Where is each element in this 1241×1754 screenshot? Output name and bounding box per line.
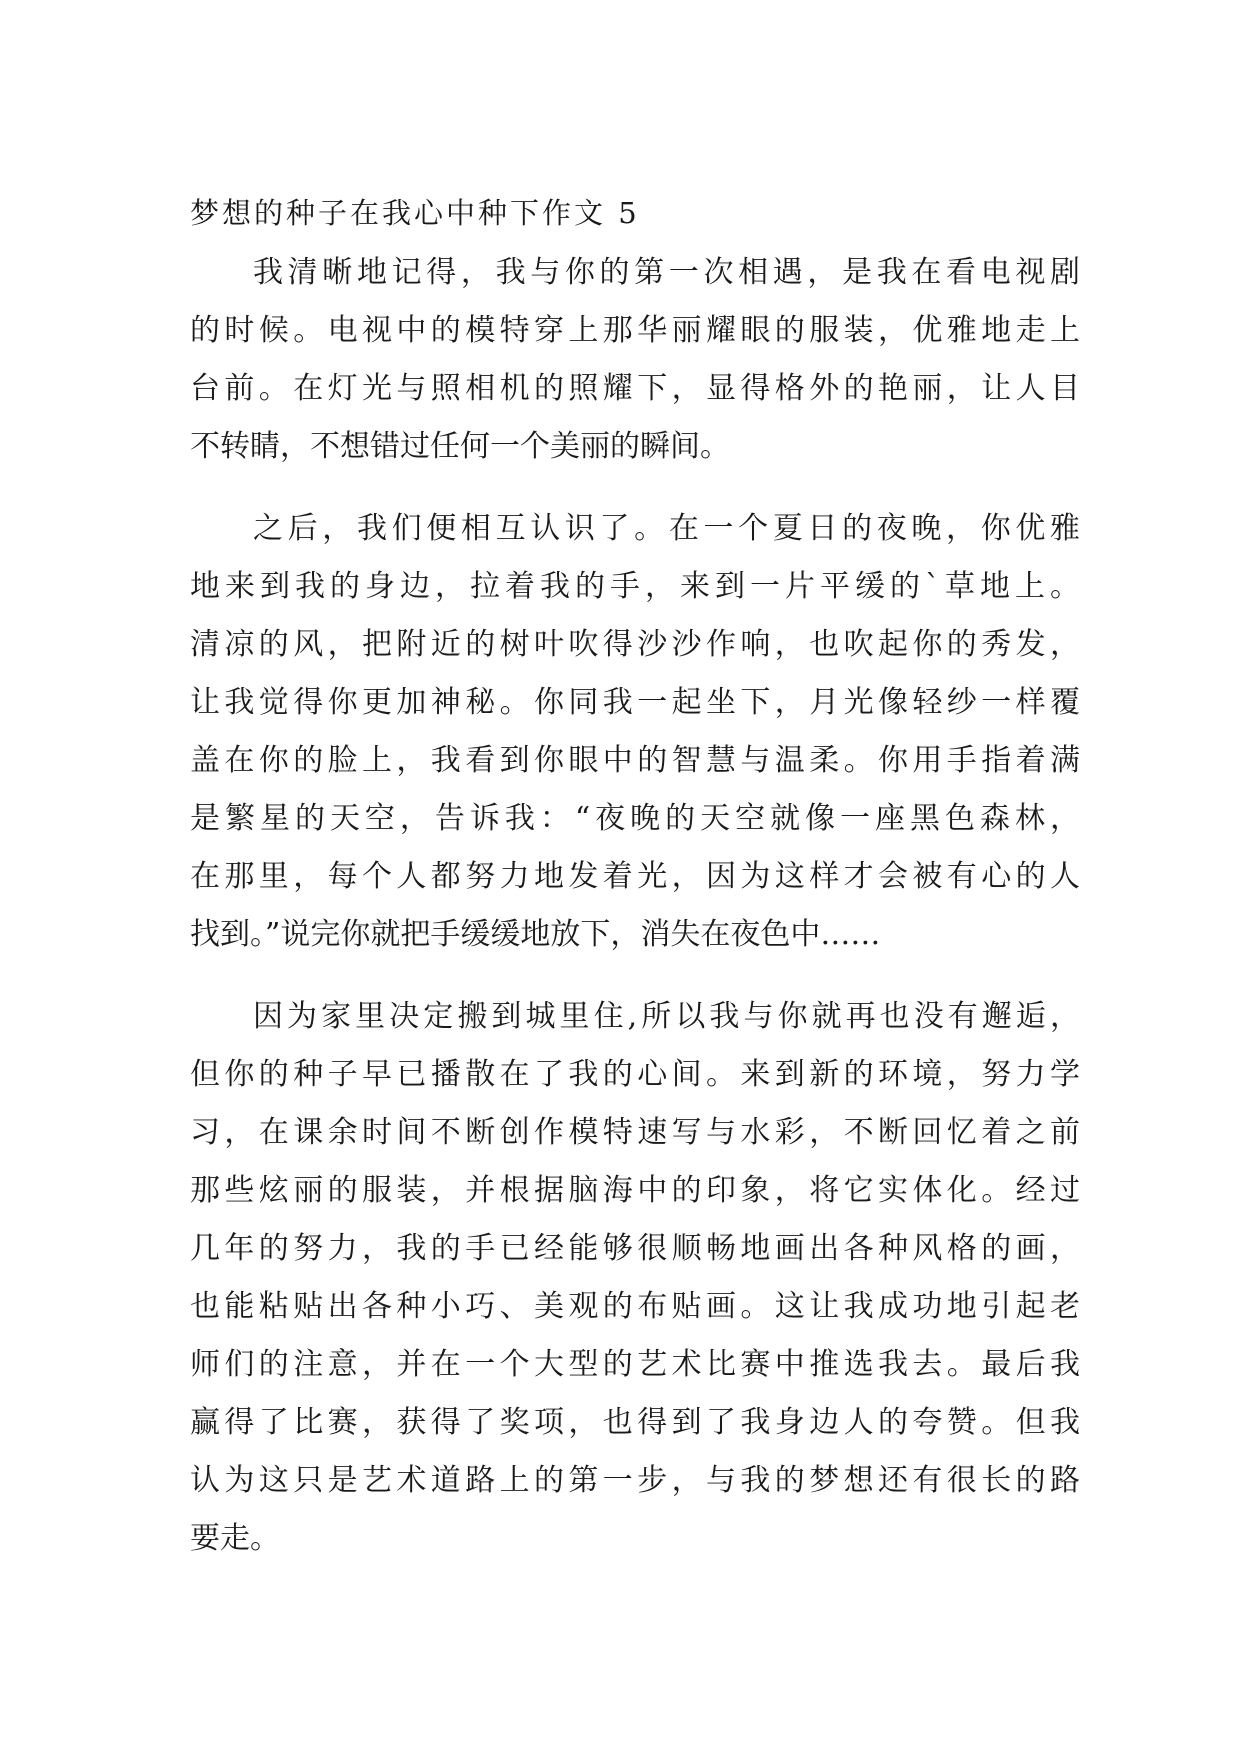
paragraph-1-line-2: 的时候。电视中的模特穿上那华丽耀眼的服装，优雅地走上 [190, 313, 1080, 348]
paragraph-3-line-5: 几年的努力，我的手已经能够很顺畅地画出各种风格的画， [190, 1231, 1080, 1266]
paragraph-1-line-4: 不转睛，不想错过任何一个美丽的瞬间。 [190, 429, 730, 464]
paragraph-3-line-1: 因为家里决定搬到城里住,所以我与你就再也没有邂逅， [253, 999, 1080, 1034]
paragraph-2-line-1: 之后，我们便相互认识了。在一个夏日的夜晚，你优雅 [253, 511, 1080, 546]
paragraph-3-line-4: 那些炫丽的服装，并根据脑海中的印象，将它实体化。经过 [190, 1173, 1080, 1208]
paragraph-3-line-6: 也能粘贴出各种小巧、美观的布贴画。这让我成功地引起老 [190, 1289, 1080, 1324]
paragraph-2-line-7: 在那里，每个人都努力地发着光，因为这样才会被有心的人 [190, 859, 1080, 894]
paragraph-1-line-3: 台前。在灯光与照相机的照耀下，显得格外的艳丽，让人目 [190, 371, 1080, 406]
paragraph-2-line-2: 地来到我的身边，拉着我的手，来到一片平缓的`草地上。 [190, 569, 1080, 604]
paragraph-3-line-2: 但你的种子早已播散在了我的心间。来到新的环境，努力学 [190, 1057, 1080, 1092]
paragraph-2-line-6: 是繁星的天空，告诉我：“夜晚的天空就像一座黑色森林， [190, 801, 1080, 836]
document-title: 梦想的种子在我心中种下作文 5 [190, 196, 640, 230]
paragraph-3-line-10: 要走。 [190, 1521, 280, 1556]
paragraph-3-line-7: 师们的注意，并在一个大型的艺术比赛中推选我去。最后我 [190, 1347, 1080, 1382]
paragraph-2-line-5: 盖在你的脸上，我看到你眼中的智慧与温柔。你用手指着满 [190, 743, 1080, 778]
paragraph-1-line-1: 我清晰地记得，我与你的第一次相遇，是我在看电视剧 [253, 255, 1080, 290]
paragraph-2-line-3: 清凉的风，把附近的树叶吹得沙沙作响，也吹起你的秀发， [190, 627, 1080, 662]
paragraph-2-line-8: 找到。”说完你就把手缓缓地放下，消失在夜色中…… [190, 917, 881, 952]
paragraph-2-line-4: 让我觉得你更加神秘。你同我一起坐下，月光像轻纱一样覆 [190, 685, 1080, 720]
paragraph-3-line-3: 习，在课余时间不断创作模特速写与水彩，不断回忆着之前 [190, 1115, 1080, 1150]
paragraph-3-line-8: 赢得了比赛，获得了奖项，也得到了我身边人的夸赞。但我 [190, 1405, 1080, 1440]
paragraph-3-line-9: 认为这只是艺术道路上的第一步，与我的梦想还有很长的路 [190, 1463, 1080, 1498]
